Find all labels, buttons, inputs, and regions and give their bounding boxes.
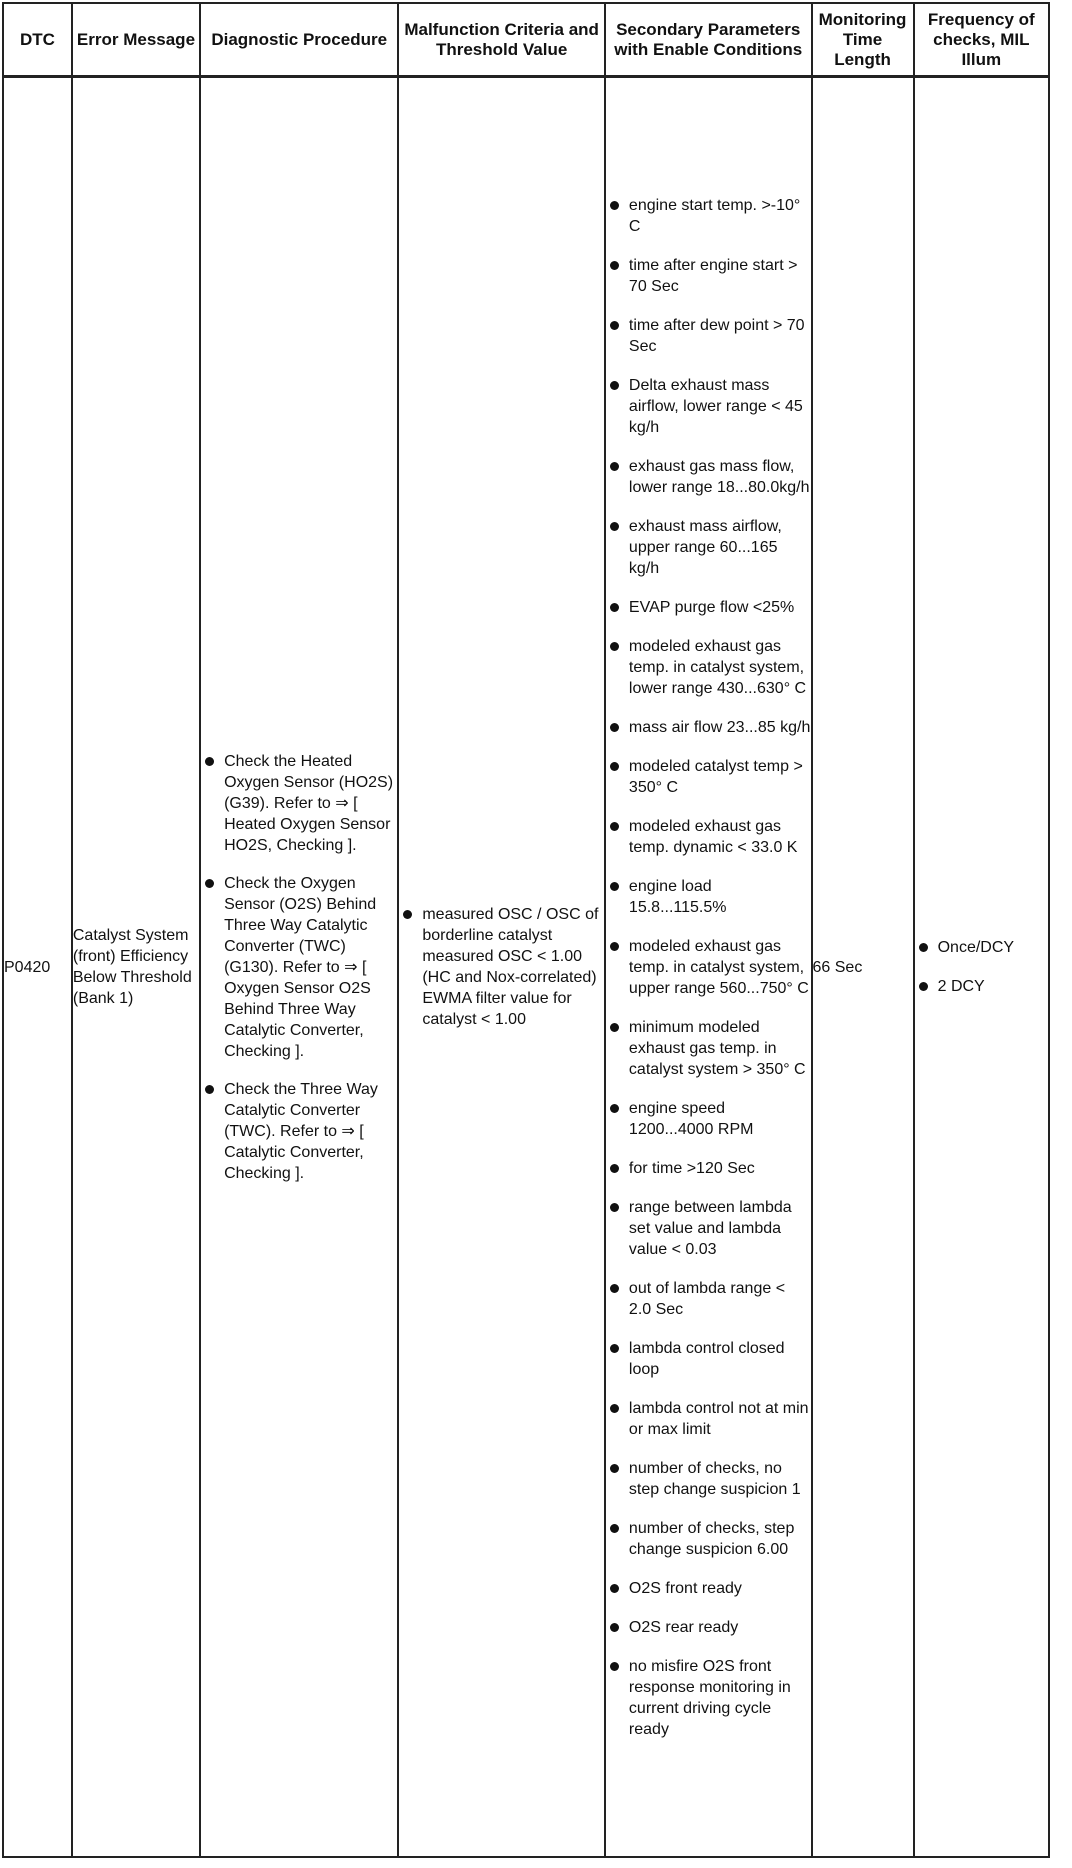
list-item-text: exhaust gas mass flow, lower range 18...80.0kg/h xyxy=(628,458,810,496)
secondary-parameters-list xyxy=(606,194,811,1740)
bullet-icon xyxy=(610,261,619,270)
bullet-icon xyxy=(610,822,619,831)
header-row xyxy=(3,3,1049,77)
bullet-icon xyxy=(610,1464,619,1473)
list-item-text: minimum modeled exhaust gas temp. in catalyst system > 350° C xyxy=(628,1019,806,1078)
list-item-text: Check the Heated Oxygen Sensor (HO2S) (G39). Refer to ⇒ [ Heated Oxygen Sensor HO2S, Checking ]. xyxy=(224,752,394,854)
malfunction-criteria-list xyxy=(399,904,604,1030)
list-item xyxy=(606,1098,811,1140)
list-item xyxy=(606,717,811,738)
bullet-icon xyxy=(610,462,619,471)
list-item xyxy=(606,1158,811,1179)
list-item-text: modeled exhaust gas temp. in catalyst system, upper range 560...750° C xyxy=(628,938,809,997)
bullet-icon xyxy=(610,762,619,771)
bullet-icon xyxy=(610,321,619,330)
diagnostic-procedure-list xyxy=(201,751,397,1184)
list-item xyxy=(606,195,811,237)
list-item-text: for time >120 Sec xyxy=(628,1160,755,1177)
header-monitoring-time: Monitoring Time Length xyxy=(812,3,914,77)
error-message: Catalyst System (front) Efficiency Below Threshold (Bank 1) xyxy=(72,77,200,1858)
list-item-text: Check the Oxygen Sensor (O2S) Behind Three Way Catalytic Converter (TWC) (G130). Refer to ⇒ [ Oxygen Sensor O2S Behind Three Way Catalytic Converter, Checking ]. xyxy=(224,874,377,1060)
bullet-icon xyxy=(610,723,619,732)
list-item xyxy=(606,1458,811,1500)
list-item xyxy=(606,1617,811,1638)
diagnostic-procedure-cell xyxy=(200,77,398,1858)
list-item-text: time after dew point > 70 Sec xyxy=(628,317,805,355)
list-item-text: number of checks, no step change suspicion 1 xyxy=(628,1460,801,1498)
list-item xyxy=(201,1079,397,1184)
list-item xyxy=(606,1578,811,1599)
list-item-text: number of checks, step change suspicion 6.00 xyxy=(628,1520,795,1558)
bullet-icon xyxy=(919,943,928,952)
list-item-text: Once/DCY xyxy=(937,939,1015,956)
bullet-icon xyxy=(610,642,619,651)
list-item xyxy=(915,937,1048,958)
list-item xyxy=(606,636,811,699)
list-item xyxy=(606,876,811,918)
bullet-icon xyxy=(610,942,619,951)
list-item xyxy=(915,976,1048,997)
bullet-icon xyxy=(610,1104,619,1113)
dtc-code: P0420 xyxy=(3,77,72,1858)
list-item xyxy=(606,936,811,999)
list-item-text: Delta exhaust mass airflow, lower range < 45 kg/h xyxy=(628,377,803,436)
list-item xyxy=(201,751,397,856)
list-item-text: modeled catalyst temp > 350° C xyxy=(628,758,803,796)
list-item xyxy=(606,315,811,357)
bullet-icon xyxy=(610,1524,619,1533)
list-item-text: engine start temp. >-10° C xyxy=(628,197,801,235)
list-item xyxy=(606,1656,811,1740)
list-item xyxy=(606,516,811,579)
frequency-list xyxy=(915,937,1048,997)
bullet-icon xyxy=(403,910,412,919)
header-malfunction-criteria: Malfunction Criteria and Threshold Value xyxy=(398,3,605,77)
bullet-icon xyxy=(205,879,214,888)
list-item xyxy=(606,456,811,498)
malfunction-criteria-cell xyxy=(398,77,605,1858)
header-diagnostic-procedure: Diagnostic Procedure xyxy=(200,3,398,77)
bullet-icon xyxy=(610,603,619,612)
list-item-text: 2 DCY xyxy=(937,978,985,995)
list-item-text: range between lambda set value and lambda value < 0.03 xyxy=(628,1199,792,1258)
list-item xyxy=(606,255,811,297)
secondary-parameters-cell xyxy=(605,77,812,1858)
bullet-icon xyxy=(610,1584,619,1593)
frequency-cell xyxy=(914,77,1049,1858)
table-row xyxy=(3,77,1049,1858)
list-item xyxy=(606,1197,811,1260)
bullet-icon xyxy=(205,757,214,766)
list-item-text: modeled exhaust gas temp. dynamic < 33.0 K xyxy=(628,818,798,856)
header-secondary-parameters: Secondary Parameters with Enable Conditions xyxy=(605,3,812,77)
bullet-icon xyxy=(610,381,619,390)
list-item-text: modeled exhaust gas temp. in catalyst system, lower range 430...630° C xyxy=(628,638,807,697)
list-item-text: EVAP purge flow <25% xyxy=(628,599,795,616)
bullet-icon xyxy=(610,1404,619,1413)
list-item-text: lambda control closed loop xyxy=(628,1340,785,1378)
list-item xyxy=(606,1398,811,1440)
list-item xyxy=(606,816,811,858)
bullet-icon xyxy=(610,1284,619,1293)
list-item xyxy=(606,1278,811,1320)
list-item xyxy=(201,873,397,1062)
list-item xyxy=(606,756,811,798)
list-item-text: out of lambda range < 2.0 Sec xyxy=(628,1280,786,1318)
header-frequency: Frequency of checks, MIL Illum xyxy=(914,3,1049,77)
list-item xyxy=(399,904,604,1030)
bullet-icon xyxy=(610,1164,619,1173)
bullet-icon xyxy=(610,201,619,210)
list-item-text: engine load 15.8...115.5% xyxy=(628,878,727,916)
bullet-icon xyxy=(205,1085,214,1094)
bullet-icon xyxy=(610,1623,619,1632)
bullet-icon xyxy=(610,1662,619,1671)
list-item xyxy=(606,1338,811,1380)
list-item-text: exhaust mass airflow, upper range 60...165 kg/h xyxy=(628,518,782,577)
list-item-text: Check the Three Way Catalytic Converter (TWC). Refer to ⇒ [ Catalytic Converter, Checking ]. xyxy=(224,1080,378,1182)
list-item-text: measured OSC / OSC of borderline catalyst measured OSC < 1.00 (HC and Nox-correlated) EWMA filter value for catalyst < 1.00 xyxy=(422,906,599,1028)
list-item-text: O2S rear ready xyxy=(628,1619,739,1636)
bullet-icon xyxy=(610,1344,619,1353)
list-item xyxy=(606,597,811,618)
header-dtc: DTC xyxy=(3,3,72,77)
list-item xyxy=(606,1518,811,1560)
list-item-text: engine speed 1200...4000 RPM xyxy=(628,1100,754,1138)
list-item-text: lambda control not at min or max limit xyxy=(628,1400,809,1438)
list-item-text: O2S front ready xyxy=(628,1580,742,1597)
list-item xyxy=(606,1017,811,1080)
bullet-icon xyxy=(919,982,928,991)
monitoring-time: 66 Sec xyxy=(812,77,914,1858)
list-item-text: time after engine start > 70 Sec xyxy=(628,257,798,295)
list-item-text: no misfire O2S front response monitoring in current driving cycle ready xyxy=(628,1658,791,1738)
list-item-text: mass air flow 23...85 kg/h xyxy=(628,719,811,736)
bullet-icon xyxy=(610,1023,619,1032)
header-error-message: Error Message xyxy=(72,3,200,77)
bullet-icon xyxy=(610,522,619,531)
bullet-icon xyxy=(610,882,619,891)
diagnostic-table xyxy=(2,2,1050,1858)
list-item xyxy=(606,375,811,438)
bullet-icon xyxy=(610,1203,619,1212)
